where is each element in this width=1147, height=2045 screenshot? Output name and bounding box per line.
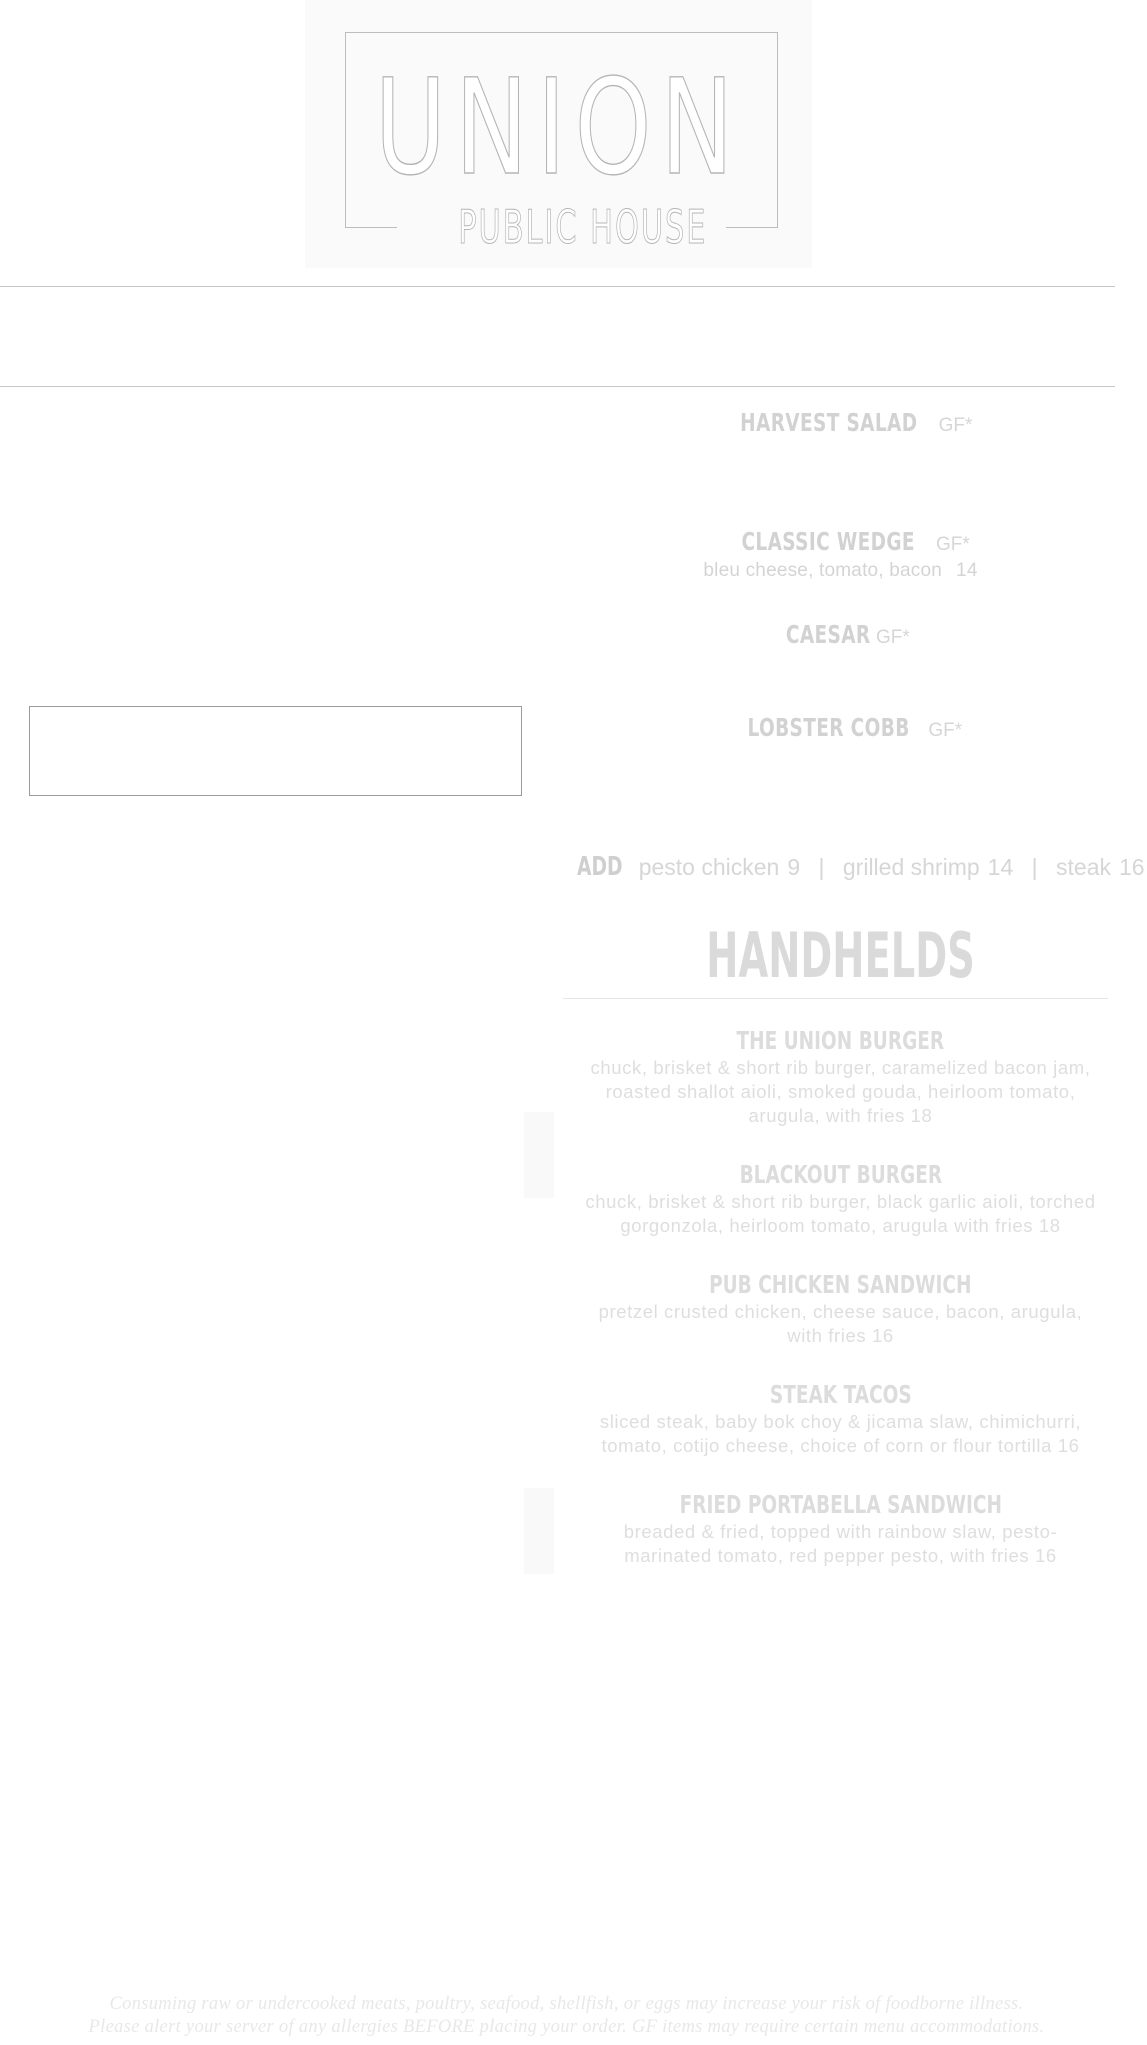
menu-item-name: FRIED PORTABELLA SANDWICH — [679, 1490, 1002, 1519]
header-divider-top — [0, 286, 1115, 287]
section-divider — [563, 998, 1108, 999]
add-option: steak 16 — [1056, 854, 1145, 880]
menu-item-description: chuck, brisket & short rib burger, caramelized bacon jam, roasted shallot aioli, smoked gouda, heirloom tomato, arugula, with fries 18 — [590, 1057, 1091, 1126]
disclaimer-line: Consuming raw or undercooked meats, poultry, seafood, shellfish, or eggs may increase your risk of foodborne illness. — [109, 1994, 1024, 2014]
menu-item-description-row — [563, 560, 1118, 582]
add-option: pesto chicken 9 — [638, 854, 801, 880]
section-title-handhelds: HANDHELDS — [706, 919, 975, 992]
gluten-free-tag: GF* — [876, 627, 910, 648]
menu-item-steak-tacos — [563, 1380, 1118, 1458]
header-divider-bottom — [0, 386, 1115, 387]
logo-title: UNION — [374, 51, 743, 205]
separator: | — [818, 854, 825, 880]
gluten-free-tag: GF* — [938, 415, 973, 436]
menu-item-description: sliced steak, baby bok choy & jicama slaw, chimichurri, tomato, cotijo cheese, choice of corn or flour tortilla 16 — [599, 1411, 1082, 1456]
column-tab — [524, 1488, 554, 1574]
menu-item-description: breaded & fried, topped with rainbow slaw, pesto-marinated tomato, red pepper pesto, with fries 16 — [623, 1521, 1058, 1566]
gluten-free-tag: GF* — [936, 534, 970, 555]
menu-item-name: PUB CHICKEN SANDWICH — [709, 1270, 972, 1299]
menu-item-fried-portabella-sandwich — [563, 1490, 1118, 1568]
menu-item-name: HARVEST SALAD — [739, 408, 918, 437]
menu-item-name: CAESAR — [786, 620, 871, 649]
menu-item-harvest-salad — [563, 408, 1118, 437]
logo-subtitle-row — [345, 200, 778, 254]
menu-item-description: pretzel crusted chicken, cheese sauce, bacon, arugula, with fries 16 — [598, 1301, 1083, 1346]
menu-item-description: bleu cheese, tomato, bacon — [703, 560, 943, 581]
menu-item-name: THE UNION BURGER — [736, 1026, 945, 1055]
separator: | — [1031, 854, 1038, 880]
disclaimer-line: Please alert your server of any allergies BEFORE placing your order. GF items may require certain menu accommodations. — [88, 2017, 1045, 2037]
logo-subtitle: PUBLIC HOUSE — [458, 200, 708, 254]
add-label: ADD — [577, 852, 623, 882]
left-column-box — [29, 706, 522, 796]
menu-item-name: STEAK TACOS — [769, 1380, 912, 1409]
logo — [305, 0, 812, 268]
logo-rule-left — [345, 227, 397, 228]
allergy-disclaimer — [0, 1993, 1133, 2039]
menu-item-description: chuck, brisket & short rib burger, black garlic aioli, torched gorgonzola, heirloom tomato, arugula with fries 18 — [585, 1191, 1096, 1236]
menu-item-name: CLASSIC WEDGE — [741, 527, 916, 556]
add-protein-line — [577, 852, 1145, 882]
column-tab — [524, 1112, 554, 1198]
menu-item-pub-chicken-sandwich — [563, 1270, 1118, 1348]
menu-item-caesar — [563, 620, 1118, 649]
logo-rule-right — [726, 227, 778, 228]
menu-item-price: 14 — [956, 560, 978, 581]
menu-item-union-burger — [563, 1026, 1118, 1128]
menu-item-classic-wedge — [563, 527, 1118, 582]
add-option: grilled shrimp 14 — [842, 854, 1014, 880]
menu-item-name: LOBSTER COBB — [747, 713, 910, 742]
menu-item-name: BLACKOUT BURGER — [739, 1160, 942, 1189]
menu-item-blackout-burger — [563, 1160, 1118, 1238]
gluten-free-tag: GF* — [928, 720, 963, 741]
menu-item-lobster-cobb — [563, 713, 1118, 742]
